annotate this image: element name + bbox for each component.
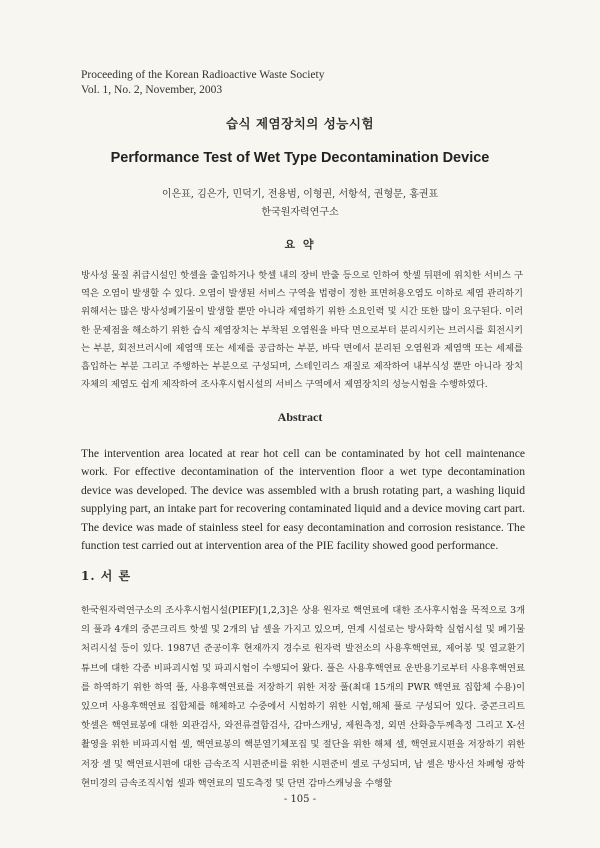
page-number: - 105 -: [283, 794, 317, 805]
author-list: 이은표, 김은가, 민덕기, 전용범, 이형권, 서항석, 권형문, 홍권표: [161, 189, 439, 200]
author-block: [0, 186, 600, 222]
journal-name: Proceeding of the Korean Radioactive Waste Society: [81, 69, 325, 81]
title-korean: 습식 제염장치의 성능시험: [225, 116, 375, 131]
journal-volume: Vol. 1, No. 2, November, 2003: [81, 84, 223, 96]
journal-header: [81, 68, 324, 98]
korean-summary: 방사성 물질 취급시설인 핫셀을 출입하거나 핫셀 내의 장비 반출 등으로 인하여 핫셀 뒤편에 위치한 서비스 구역은 오염이 발생할 수 있다. 오염이 발생된 서비스 구역을 법령이 정한 표면허용오염도 이하로 제염 관리하기 위해서는 많은 방사성폐기물이 발생할 뿐만 아니라 제염하기 위한 소요인력 및 시간 또한 많이 요구된다. 이러한 문제점을 해소하기 위한 습식 제염장치는 부착된 오염원을 바닥 면으로부터 분리시키는 브러시를 회전시키는 부분, 회전브러시에 제염액 또는 세제를 공급하는 부분, 바닥 면에서 분리된 오염원과 제염액 또는 세제를 흡입하는 부분 그리고 주행하는 부분으로 구성되며, 스테인리스 재질로 제작하여 내부식성 뿐만 아니라 장치 자체의 제염도 쉽게 제작하여 조사후시험시설의 서비스 구역에서 제염장치의 성능시험을 수행하였다.: [81, 270, 523, 391]
affiliation: 한국원자력연구소: [261, 207, 339, 218]
english-abstract: The intervention area located at rear hot cell can be contaminated by hot cell maintenance work. For effective decontamination of the intervention floor a wet type decontamination device was developed. The device was assembled with a brush rotating part, a washing liquid supplying part, an intake part for recovering contaminated liquid and a device moving cart part. The device was made of stainless steel for easy decontamination and corrosion resistance. The function test carried out at intervention area of the PIE facility showed good performance.: [81, 447, 525, 553]
title-english: Performance Test of Wet Type Decontamination Device: [110, 150, 490, 166]
introduction-heading: 1. 서 론: [81, 569, 132, 583]
summary-heading: 요 약: [284, 238, 316, 251]
introduction-body: 한국원자력연구소의 조사후시험시설(PIEF)[1,2,3]은 상용 원자로 핵연료에 대한 조사후시험을 목적으로 3개의 풀과 4개의 중콘크리트 핫셀 및 2개의 납 셀을 가지고 있으며, 연계 시설로는 방사화학 실험시설 및 폐기물처리시설 등이 있다. 1987년 준공이후 현재까지 경수로 원자력 발전소의 사용후핵연료, 제어봉 및 열교환기 튜브에 대한 각종 비파괴시험 및 파괴시험이 수행되어 왔다. 풀은 사용후핵연료 운반용기로부터 사용후핵연료를 하역하기 위한 하역 풀, 사용후핵연료를 저장하기 위한 저장 풀(최대 15개의 PWR 핵연료 집합체 수용)이 있으며 사용후핵연료 집합체를 해체하고 수중에서 시험하기 위한 시험,해체 풀로 구성되어 있다. 중콘크리트 핫셀은 핵연료봉에 대한 외관검사, 와전류결함검사, 감마스캐닝, 제원측정, 외면 산화층두께측정 그리고 X-선 촬영을 위한 비파괴시험 셀, 핵연료봉의 핵분열기체포집 및 절단을 위한 해체 셀, 핵연료시편을 저장하기 위한 저장 셀 및 핵연료시편에 대한 금속조직 시편준비를 위한 시편준비 셀로 구성되며, 납 셀은 방사선 차폐형 광학현미경의 금속조직시험 셀과 핵연료의 밀도측정 및 단면 감마스캐닝을 수행할: [81, 605, 525, 789]
abstract-heading: Abstract: [277, 410, 323, 424]
